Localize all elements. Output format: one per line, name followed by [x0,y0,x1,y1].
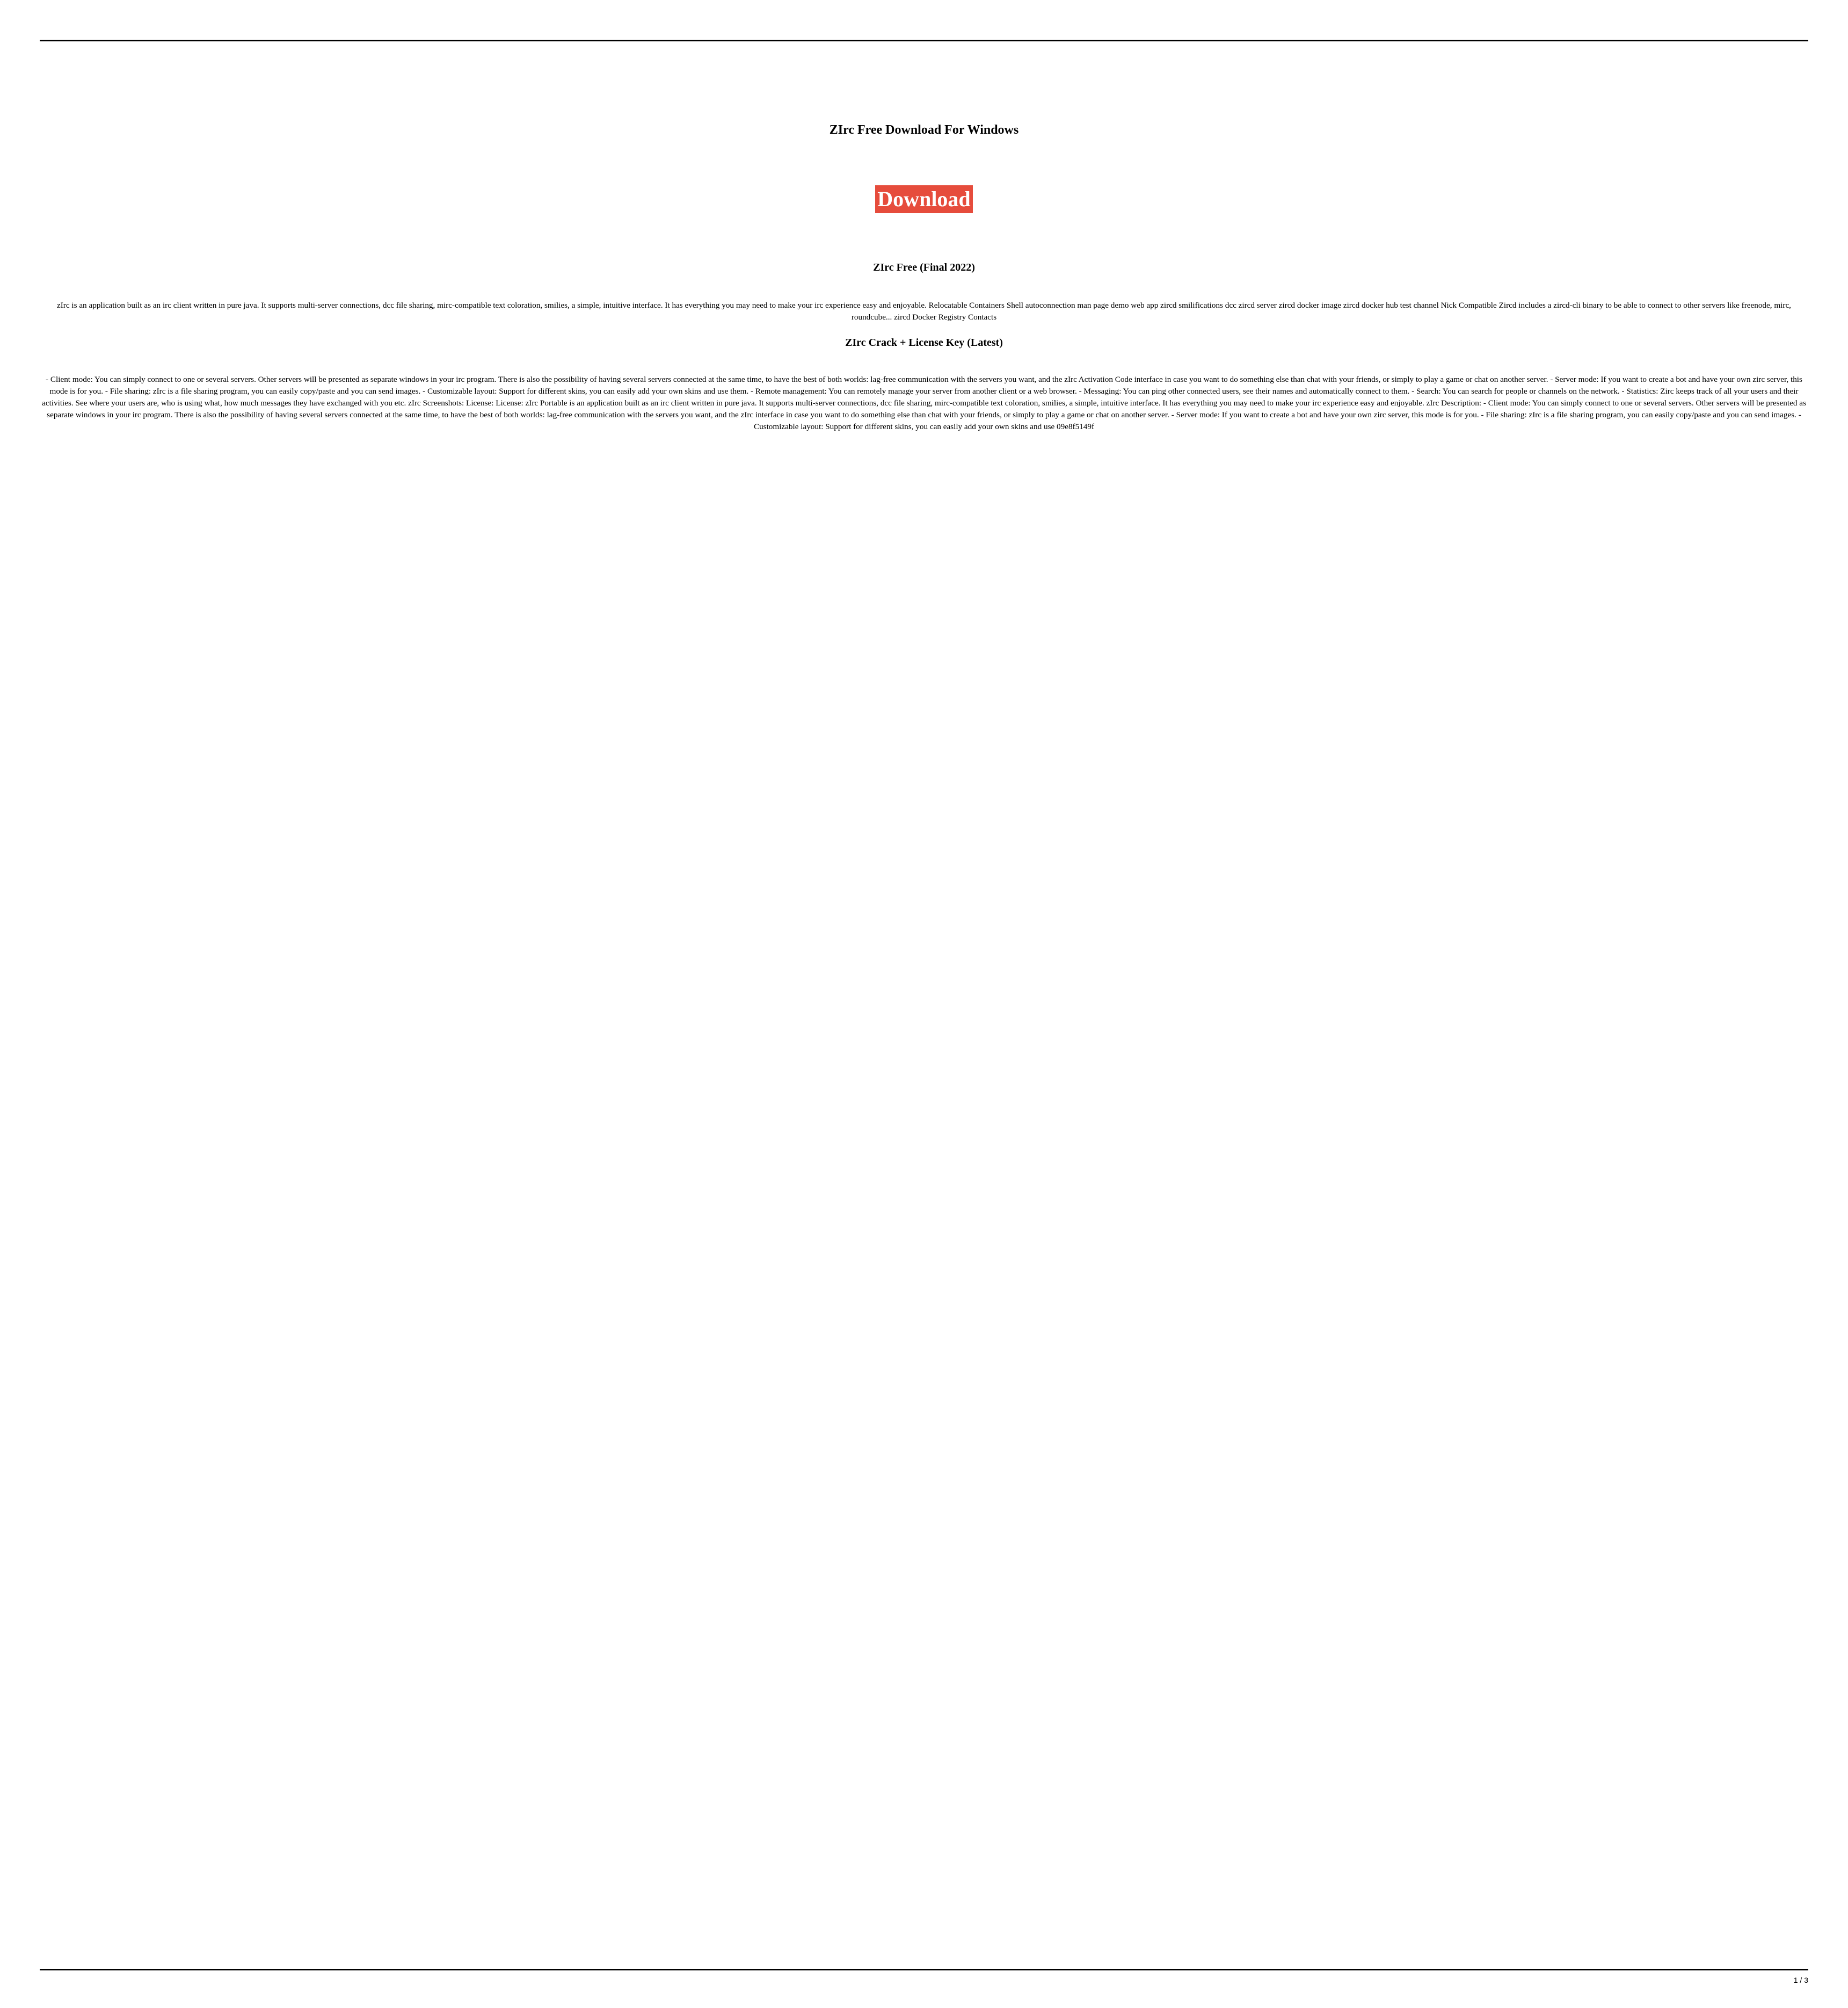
bottom-rule [40,1969,1808,1970]
section-body-final: zIrc is an application built as an irc client written in pure java. It supports multi-server connections, dcc file sharing, mirc-compatible text coloration, smilies, a simple, intuitive interface. It has everything you may need to make your irc experience easy and enjoyable. Relocatable Containers Shell autoconnection man page demo web app zircd smilifications dcc zircd server zircd docker image zircd docker hub test channel Nick Compatible Zircd includes a zircd-cli binary to be able to connect to other servers like freenode, mirc, roundcube... zircd Docker Registry Contacts [57,301,1791,322]
download-button[interactable]: Download [875,185,972,213]
top-rule [40,40,1808,41]
section-heading-final: ZIrc Free (Final 2022) [873,262,975,273]
page-number: 1 / 3 [1793,1976,1808,1984]
section-body-license: - Client mode: You can simply connect to one or several servers. Other servers will be presented as separate windows in your irc program. There is also the possibility of having several servers connected at the same time, to have the best of both worlds: lag-free communication with the servers you want, and the zIrc Activation Code interface in case you want to do something else than chat with your friends, or simply to play a game or chat on another server. - Server mode: If you want to create a bot and have your own zirc server, this mode is for you. - File sharing: zIrc is a file sharing program, you can easily copy/paste and you can send images. - Customizable layout: Support for different skins, you can easily add your own skins and use them. - Remote management: You can remotely manage your server from another client or a web browser. - Messaging: You can ping other connected users, see their names and automatically connect to them. - Search: You can search for people or channels on the network. - Statistics: Zirc keeps track of all your users and their activities. See where your users are, who is using what, how much messages they have exchanged with you etc. zIrc Screenshots: License: License: zIrc Portable is an application built as an irc client written in pure java. It supports multi-server connections, dcc file sharing, mirc-compatible text coloration, smilies, a simple, intuitive interface. It has everything you may need to make your irc experience easy and enjoyable. zIrc Description: - Client mode: You can simply connect to one or several servers. Other servers will be presented as separate windows in your irc program. There is also the possibility of having several servers connected at the same time, to have the best of both worlds: lag-free communication with the servers you want, and the zIrc interface in case you want to do something else than chat with your friends, or simply to play a game or chat on another server. - Server mode: If you want to create a bot and have your own zirc server, this mode is for you. - File sharing: zIrc is a file sharing program, you can easily copy/paste and you can send images. - Customizable layout: Support for different skins, you can easily add your own skins and use 09e8f5149f [42,375,1806,431]
download-area [0,185,1848,213]
section-heading-license: ZIrc Crack + License Key (Latest) [845,337,1003,349]
page-title: ZIrc Free Download For Windows [829,123,1019,137]
